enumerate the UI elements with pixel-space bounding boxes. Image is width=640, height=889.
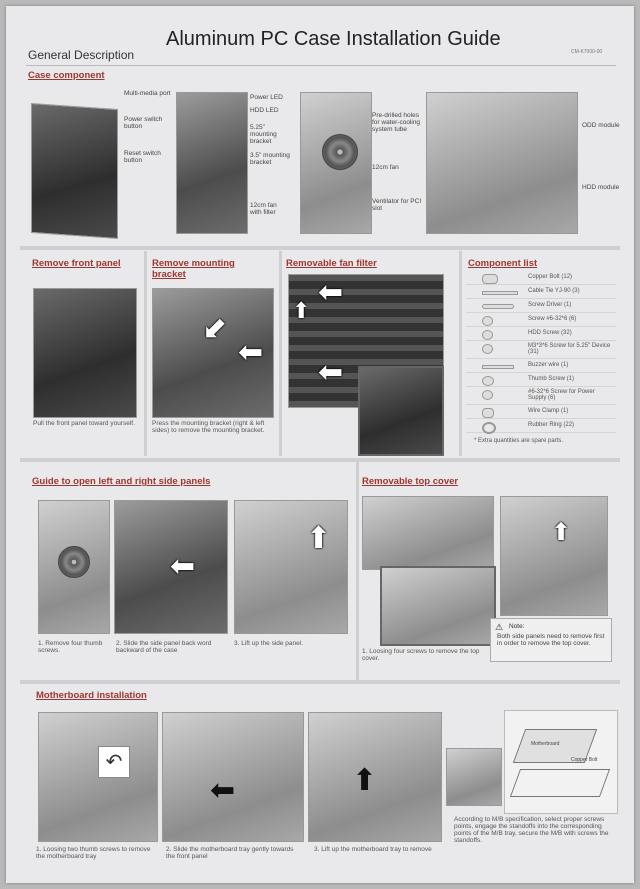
component-qty: (6) <box>569 316 577 322</box>
diagram-label-motherboard: Motherboard <box>531 741 560 747</box>
list-item <box>466 300 616 313</box>
list-item <box>466 360 616 373</box>
label-hdd-module: HDD module <box>582 184 620 191</box>
side-panel-fan-icon <box>58 546 90 578</box>
component-qty: (1) <box>561 362 569 368</box>
component-name: #6-32*6 Screw for Power Supply <box>528 389 595 401</box>
fan-filter-detail-photo <box>358 366 444 456</box>
component-qty: (1) <box>564 302 572 308</box>
component-name: Cable Tie YJ-90 <box>528 288 571 294</box>
list-item <box>466 420 616 433</box>
component-name: Rubber Ring <box>528 422 562 428</box>
thumb-screw-rotate-icon: ↶ <box>98 746 130 778</box>
wire-clamp-icon <box>482 408 494 418</box>
component-qty: (12) <box>561 274 573 280</box>
note-title: Note: <box>509 623 525 630</box>
component-qty: (31) <box>528 349 539 355</box>
component-qty: (3) <box>572 288 580 294</box>
motherboard-step3: 3. Lift up the motherboard tray to remove <box>314 846 432 853</box>
label-odd-module: ODD module <box>582 122 620 129</box>
side-panel-step3-photo <box>234 500 348 634</box>
thumb-screw-icon <box>482 376 494 386</box>
list-item <box>466 406 616 419</box>
side-panels-heading: Guide to open left and right side panels <box>32 476 211 487</box>
tray-arrow-up-icon: ⬆ <box>352 764 378 797</box>
note-text: Both side panels need to remove first in order to remove the top cover. <box>497 633 605 647</box>
component-qty: (6) <box>548 395 556 401</box>
component-qty: (1) <box>566 376 575 382</box>
component-name: HDD Screw <box>528 330 560 336</box>
front-panel-caption: Pull the front panel toward yourself. <box>33 420 135 427</box>
cable-tie-icon <box>482 291 518 295</box>
label-hdd-led: HDD LED <box>250 107 279 114</box>
column-divider <box>459 251 462 456</box>
hdd-screw-icon <box>482 330 493 340</box>
component-name: Screw #6-32*6 <box>528 316 568 322</box>
rubber-ring-icon <box>482 422 496 434</box>
section-divider <box>20 458 620 462</box>
title-rule <box>26 65 616 66</box>
motherboard-spec-text: According to M/B specification, select proper screws points, engage the standoffs into the corresponding points of the M/B tray, secure the M/B with screws the standoffs. <box>454 816 609 844</box>
motherboard-step1: 1. Loosing two thumb screws to remove the motherboard tray <box>36 846 151 860</box>
section-divider <box>20 680 620 684</box>
rear-fan-icon <box>322 134 358 170</box>
front-panel-photo <box>33 288 137 418</box>
case-component-heading: Case component <box>28 70 105 81</box>
case-side-photo <box>426 92 578 234</box>
slide-arrow-left-icon: ⬅ <box>170 550 196 583</box>
component-footnote: * Extra quantities are spare parts. <box>474 438 564 444</box>
top-cover-lift-photo <box>500 496 608 616</box>
bracket-arrow-icon: ⬋ <box>202 312 228 345</box>
component-name: Screw Driver <box>528 302 563 308</box>
filter-arrow-up-icon: ⬆ <box>292 298 311 323</box>
case-front-photo <box>31 103 118 239</box>
side-panel-step3: 3. Lift up the side panel. <box>234 640 304 647</box>
component-name: Copper Bolt <box>528 274 560 280</box>
list-item <box>466 374 616 387</box>
document-number: CM-K7000-00 <box>571 49 603 55</box>
top-cover-arrow-up-icon: ⬆ <box>551 519 572 546</box>
column-divider <box>144 251 147 456</box>
component-qty: (22) <box>563 422 575 428</box>
psu-screw-icon <box>482 390 493 400</box>
label-pci-ventilator: Ventilator for PCI slot <box>372 198 422 212</box>
screw-icon <box>482 316 493 326</box>
component-name: Wire Clamp <box>528 408 560 414</box>
motherboard-diagram <box>504 710 618 814</box>
motherboard-heading: Motherboard installation <box>36 690 147 701</box>
standoff-closeup-photo <box>446 748 502 806</box>
list-item <box>466 286 616 299</box>
column-divider <box>356 462 359 680</box>
list-item <box>466 272 616 285</box>
label-525-bracket: 5.25" mounting bracket <box>250 124 277 145</box>
top-cover-note <box>490 618 612 662</box>
top-cover-photo <box>362 496 494 570</box>
filter-arrow-left-lower-icon: ⬅ <box>318 356 344 389</box>
section-divider <box>20 246 620 250</box>
bracket-caption: Press the mounting bracket (right & left sides) to remove the mounting bracket. <box>152 420 265 434</box>
component-qty: (32) <box>561 330 572 336</box>
filter-arrow-left-icon: ⬅ <box>318 276 344 309</box>
component-qty: (1) <box>561 408 569 414</box>
component-name: M3*3*6 Screw for 5.25" Device <box>528 343 611 349</box>
screwdriver-icon <box>482 304 514 309</box>
copper-bolt-icon <box>482 274 498 284</box>
m3-screw-icon <box>482 344 493 354</box>
case-bays-photo <box>176 92 248 234</box>
label-fan-filter: 12cm fan with filter <box>250 202 277 216</box>
top-cover-heading: Removable top cover <box>362 476 459 487</box>
side-panel-step1: 1. Remove four thumb screws. <box>38 640 103 654</box>
column-divider <box>279 251 282 456</box>
label-reset-switch: Reset switch button <box>124 150 161 164</box>
label-predrilled-holes: Pre-drilled holes for water-cooling system tube <box>372 112 421 133</box>
top-cover-detail-photo <box>380 566 496 646</box>
page-title: Aluminum PC Case Installation Guide <box>166 28 501 50</box>
lift-arrow-up-icon: ⬆ <box>306 522 332 555</box>
page-subtitle: General Description <box>28 48 135 62</box>
remove-front-panel-heading: Remove front panel <box>32 258 121 269</box>
label-multimedia-port: Multi-media port <box>124 90 171 97</box>
list-item <box>466 388 616 405</box>
list-item <box>466 314 616 327</box>
warning-icon: ⚠ <box>495 622 504 632</box>
component-name: Buzzer wire <box>528 362 560 368</box>
side-panel-step2: 2. Slide the side panel back word backward of the case <box>116 640 212 654</box>
motherboard-tray-icon <box>510 769 610 797</box>
diagram-label-copper-bolt: Copper Bolt <box>571 757 598 763</box>
list-item <box>466 328 616 341</box>
component-name: Thumb Screw <box>528 376 566 382</box>
top-cover-caption: 1. Loosing four screws to remove the top cover. <box>362 648 480 662</box>
remove-bracket-heading: Remove mounting bracket <box>152 258 235 280</box>
component-list-heading: Component list <box>468 258 538 269</box>
fan-filter-heading: Removable fan filter <box>286 258 377 269</box>
bracket-arrow-right-icon: ⬅ <box>238 336 264 369</box>
buzzer-wire-icon <box>482 365 514 369</box>
label-35-bracket: 3.5" mounting bracket <box>250 152 290 166</box>
motherboard-step2: 2. Slide the motherboard tray gently towards the front panel <box>166 846 294 860</box>
label-power-led: Power LED <box>250 94 283 101</box>
list-item <box>466 342 616 359</box>
tray-arrow-left-icon: ⬅ <box>210 774 236 807</box>
guide-sheet <box>6 6 634 883</box>
label-rear-fan: 12cm fan <box>372 164 399 171</box>
label-power-switch: Power switch button <box>124 116 163 130</box>
